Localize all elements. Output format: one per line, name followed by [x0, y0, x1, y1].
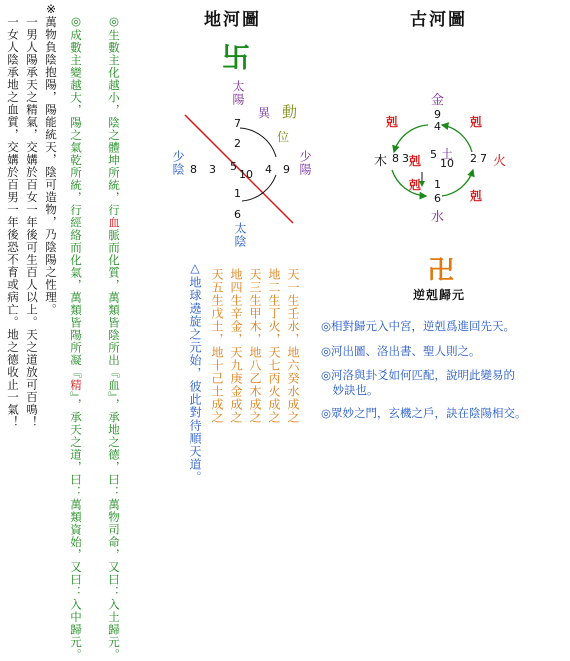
guhetu-shui-label: 水 [431, 210, 445, 225]
guhetu-ke-bottom-right: 剋 [470, 189, 483, 203]
hetu-right-num-inner: 4 [265, 163, 272, 176]
guhetu-left-num-outer: 8 [392, 152, 399, 165]
note-col-yinyang: 萬物負陰抱陽，陽能統天，陰可造物，乃陰陽之性理。 [44, 16, 58, 316]
right-note-2: ◎河出圖、洛出書、聖人則之。 [321, 344, 481, 358]
note-mark: ※ [46, 2, 57, 16]
arrow-metal-to-wood [394, 125, 428, 152]
hetu-bottom-num-inner: 1 [234, 187, 241, 200]
hetu-taiyin-label: 太陰 [233, 222, 247, 248]
highlight-word: 血 [107, 216, 121, 229]
guhetu-swastika-icon: 卍 [428, 256, 455, 286]
guhetu-top-num-outer: 9 [434, 108, 441, 121]
right-note-3b: 妙訣也。 [321, 383, 379, 397]
guhetu-ke-top-right: 剋 [470, 115, 483, 129]
right-note-3: ◎河洛與卦爻如何匹配，說明此變易的 [321, 368, 516, 382]
hetu-diagram [180, 105, 340, 255]
guhetu-tu-label: 土 [441, 147, 454, 161]
pair-col-metal: 地四生辛金，天九庚金成之 [229, 268, 243, 424]
hetu-left-num-inner: 3 [209, 163, 216, 176]
right-note-1: ◎相對歸元入中宮，逆剋爲進回先天。 [321, 319, 516, 333]
hetu-center-ten: 10 [239, 168, 253, 181]
hetu-shaoyin-label: 少陰 [171, 150, 185, 176]
hetu-top-num-outer: 7 [234, 117, 241, 130]
hetu-right-num-outer: 9 [283, 163, 290, 176]
hetu-yi-label: 異 [258, 106, 271, 120]
guhetu-right-num-inner: 2 [470, 152, 477, 165]
guhetu-ke-bottom-left: 剋 [409, 178, 422, 192]
guhetu-bottom-num-outer: 6 [434, 192, 441, 205]
guhetu-ke-top-left: 剋 [386, 115, 399, 129]
pair-col-fire: 地二生丁火，天七丙火成之 [267, 268, 281, 424]
pair-col-earth-orbit: △地球遶旋之元始，彼此對待順天道。 [188, 261, 202, 484]
guhetu-right-num-outer: 7 [480, 152, 487, 165]
guhetu-title: 古河圖 [410, 10, 467, 30]
guhetu-center-ten: 10 [440, 157, 454, 170]
arrow-water-to-fire [442, 170, 473, 196]
guhetu-huo-label: 火 [493, 154, 507, 169]
note-col-cheng: ◎成數主變越大，陽之氣乾所統，行經絡而化氣，萬類皆陽所凝『精』，承天之道，曰：萬類資始，又曰：入中歸元。 [69, 14, 83, 661]
guhetu-jin-label: 金 [431, 93, 445, 108]
hetu-bottom-num-outer: 6 [234, 208, 241, 221]
pair-col-water: 天一生壬水，地六癸水成之 [286, 268, 300, 424]
pair-col-earth: 天五生戊土，地十己土成之 [210, 268, 224, 424]
note-col-sheng: ◎生數主化越小，陰之體坤所統，行血脈而化質，萬類皆陰所出『血』，承地之德，曰：萬物司命，又曰：入土歸元。 [107, 14, 121, 661]
hetu-shaoyang-label: 少陽 [298, 150, 312, 176]
note-col-male: 一男人陽承天之精氣，交媾於百女一年後可生百人以上。天之道放可百鳴！ [25, 16, 39, 429]
guhetu-ke-mid-left: 剋 [409, 154, 422, 168]
guhetu-left-num-inner: 3 [402, 152, 409, 165]
highlight-word: 精 [69, 379, 83, 392]
hetu-center-five: 5 [230, 160, 237, 173]
hetu-taiyang-label: 太陽 [231, 80, 245, 106]
guhetu-center-five: 5 [430, 148, 437, 161]
hetu-left-num-outer: 8 [190, 163, 197, 176]
guhetu-top-num-inner: 4 [434, 120, 441, 133]
pair-col-wood: 天三生甲木，地八乙木成之 [248, 268, 262, 424]
guhetu-bottom-num-inner: 1 [434, 178, 441, 191]
hetu-arc-top-right [240, 128, 276, 157]
hetu-title: 地河圖 [204, 10, 261, 30]
guhetu-mu-label: 木 [374, 154, 388, 169]
hetu-dong-label: 動 [282, 103, 298, 121]
note-col-female: 一女人陰承地之血質，交媾於百男一年後恐不育或病亡。地之德收止一氣！ [6, 16, 20, 429]
hetu-swastika-icon: 卐 [222, 41, 251, 74]
hetu-wei-label: 位 [277, 130, 290, 144]
guhetu-caption: 逆剋歸元 [413, 288, 466, 302]
right-note-4: ◎眾妙之門，玄機之戶，訣在陰陽相交。 [321, 406, 527, 420]
hetu-top-num-inner: 2 [234, 137, 241, 150]
